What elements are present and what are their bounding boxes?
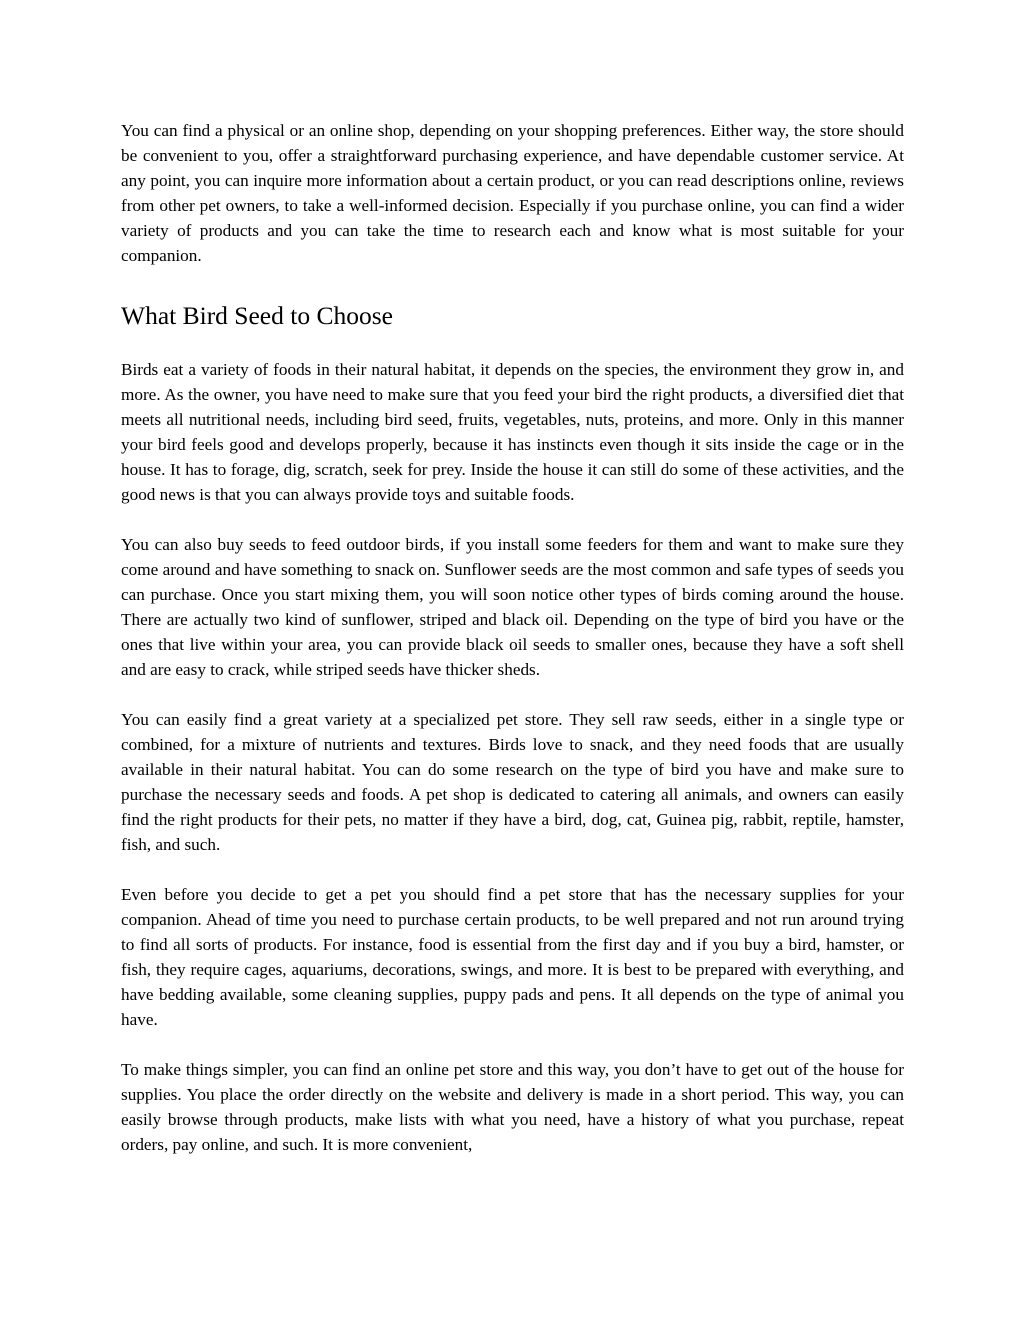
- section-heading: What Bird Seed to Choose: [121, 301, 393, 330]
- intro-paragraph: You can find a physical or an online shop, depending on your shopping preferences. Either way, the store should be convenient to you, offer a straightforward purchasing experience, and have dependable customer service. At any point, you can inquire more information about a certain product, or you can read descriptions online, reviews from other pet owners, to take a well-informed decision. Especially if you purchase online, you can find a wider variety of products and you can take the time to research each and know what is most suitable for your companion.: [121, 121, 904, 265]
- document-body: [121, 118, 904, 1182]
- paragraph-outdoor-seeds: You can also buy seeds to feed outdoor birds, if you install some feeders for them and want to make sure they come around and have something to snack on. Sunflower seeds are the most common and safe types of seeds you can purchase. Once you start mixing them, you will soon notice other types of birds coming around the house. There are actually two kind of sunflower, striped and black oil. Depending on the type of bird you have or the ones that live within your area, you can provide black oil seeds to smaller ones, because they have a soft shell and are easy to crack, while striped seeds have thicker sheds.: [121, 535, 904, 679]
- paragraph-pet-store-variety: You can easily find a great variety at a specialized pet store. They sell raw seeds, either in a single type or combined, for a mixture of nutrients and textures. Birds love to snack, and they need foods that are usually available in their natural habitat. You can do some research on the type of bird you have and make sure to purchase the necessary seeds and foods. A pet shop is dedicated to catering all animals, and owners can easily find the right products for their pets, no matter if they have a bird, dog, cat, Guinea pig, rabbit, reptile, hamster, fish, and such.: [121, 710, 904, 854]
- paragraph-prepare-supplies: Even before you decide to get a pet you should find a pet store that has the necessary supplies for your companion. Ahead of time you need to purchase certain products, to be well prepared and not run around trying to find all sorts of products. For instance, food is essential from the first day and if you buy a bird, hamster, or fish, they require cages, aquariums, decorations, swings, and more. It is best to be prepared with everything, and have bedding available, some cleaning supplies, puppy pads and pens. It all depends on the type of animal you have.: [121, 885, 904, 1029]
- paragraph-bird-diet: Birds eat a variety of foods in their natural habitat, it depends on the species, the environment they grow in, and more. As the owner, you have need to make sure that you feed your bird the right products, a diversified diet that meets all nutritional needs, including bird seed, fruits, vegetables, nuts, proteins, and more. Only in this manner your bird feels good and develops properly, because it has instincts even though it sits inside the cage or in the house. It has to forage, dig, scratch, seek for prey. Inside the house it can still do some of these activities, and the good news is that you can always provide toys and suitable foods.: [121, 360, 904, 504]
- paragraph-online-store: To make things simpler, you can find an online pet store and this way, you don’t have to get out of the house for supplies. You place the order directly on the website and delivery is made in a short period. This way, you can easily browse through products, make lists with what you need, have a history of what you purchase, repeat orders, pay online, and such. It is more convenient,: [121, 1060, 904, 1154]
